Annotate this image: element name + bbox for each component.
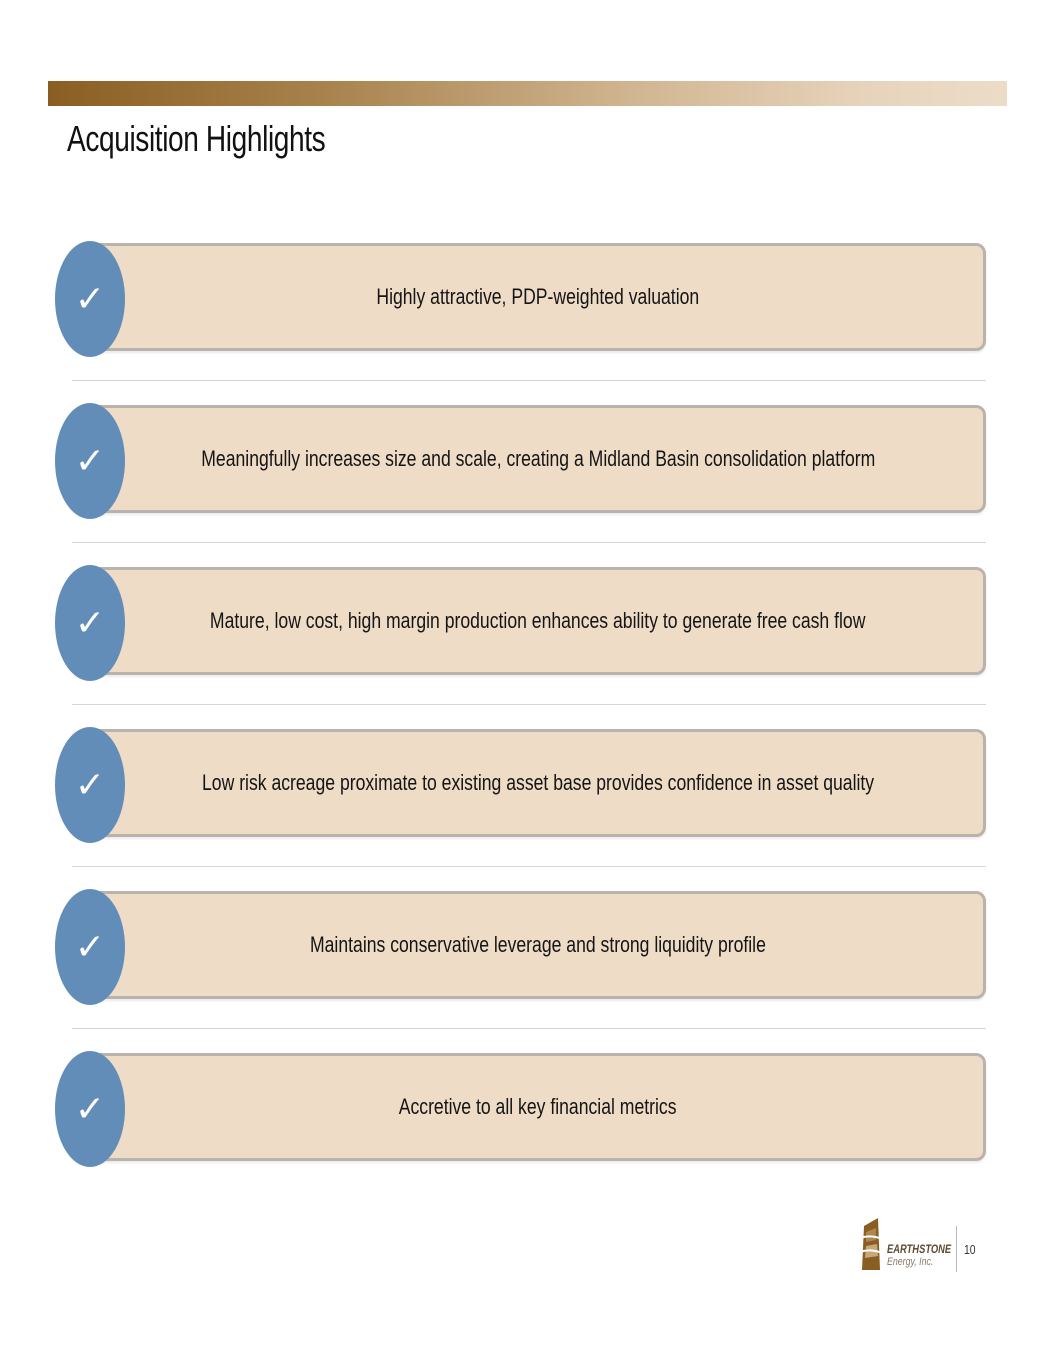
highlight-text: Meaningfully increases size and scale, creating a Midland Basin consolidation platform — [200, 446, 876, 471]
highlight-box — [90, 891, 986, 999]
check-icon: ✓ — [55, 727, 125, 843]
highlight-box — [90, 405, 986, 513]
highlight-item — [55, 727, 988, 843]
check-icon: ✓ — [55, 241, 125, 357]
check-icon: ✓ — [55, 403, 125, 519]
highlight-item — [55, 403, 988, 519]
highlight-item — [55, 565, 988, 681]
highlight-text: Mature, low cost, high margin production enhances ability to generate free cash flow — [210, 608, 866, 633]
page-title: Acquisition Highlights — [67, 118, 326, 159]
highlight-box — [90, 243, 986, 351]
footer-separator — [956, 1226, 957, 1272]
check-icon: ✓ — [55, 1051, 125, 1167]
highlight-item — [55, 241, 988, 357]
divider — [72, 704, 986, 705]
highlight-box — [90, 729, 986, 837]
divider — [72, 380, 986, 381]
company-logo — [858, 1216, 950, 1274]
divider — [72, 866, 986, 867]
logo-subtitle: Energy, Inc. — [887, 1256, 934, 1268]
divider — [72, 1028, 986, 1029]
highlight-item — [55, 1051, 988, 1167]
page-number: 10 — [964, 1242, 976, 1257]
check-icon: ✓ — [55, 889, 125, 1005]
highlight-text: Low risk acreage proximate to existing asset base provides confidence in asset quality — [201, 770, 875, 795]
highlight-box — [90, 567, 986, 675]
highlight-text: Accretive to all key financial metrics — [399, 1094, 677, 1119]
highlight-text: Highly attractive, PDP-weighted valuation — [376, 284, 700, 309]
logo-name: EARTHSTONE — [887, 1242, 952, 1256]
highlight-box — [90, 1053, 986, 1161]
highlight-text: Maintains conservative leverage and strong liquidity profile — [310, 932, 766, 957]
earthstone-logo-icon — [858, 1216, 886, 1272]
header-gradient-band — [48, 81, 1007, 106]
divider — [72, 542, 986, 543]
check-icon: ✓ — [55, 565, 125, 681]
highlight-item — [55, 889, 988, 1005]
